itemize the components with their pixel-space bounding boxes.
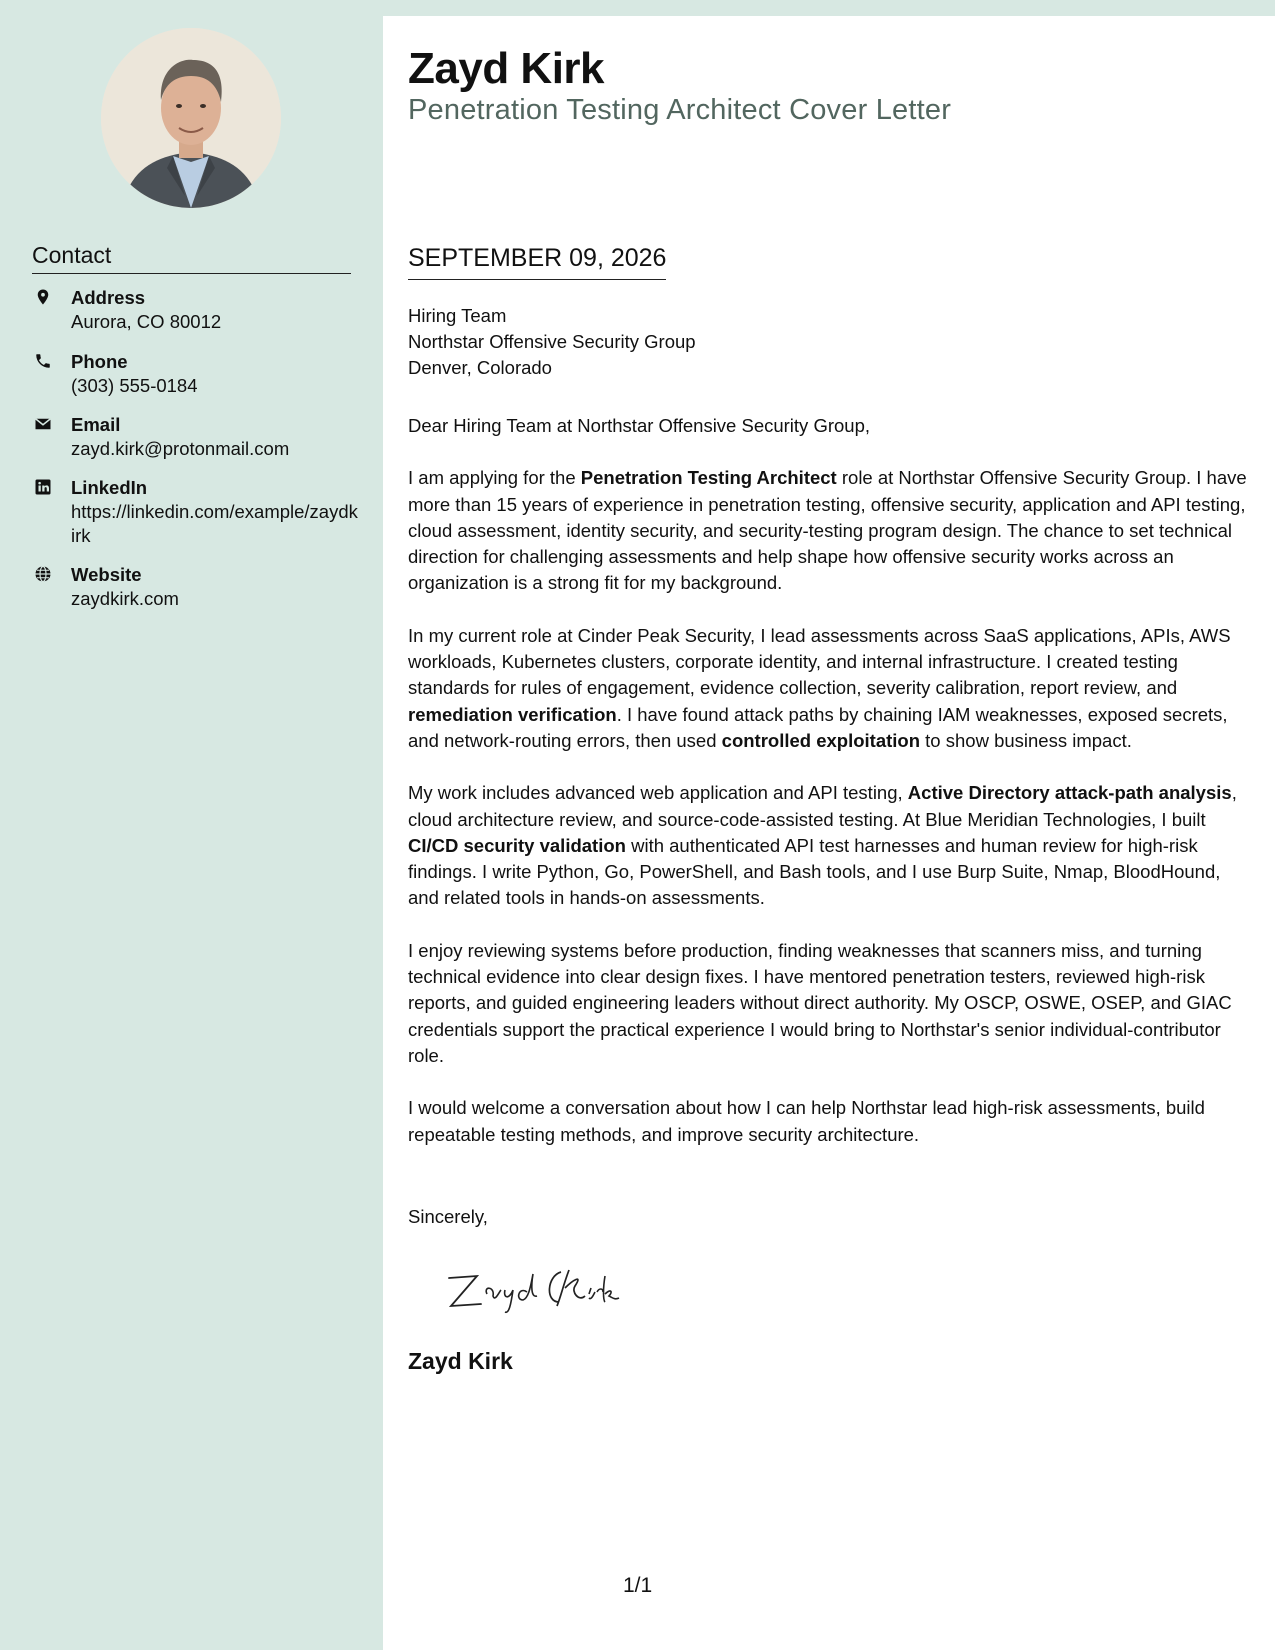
contact-label: Website	[71, 564, 142, 585]
contact-email	[32, 413, 352, 461]
paragraph-text: with authenticated API test harnesses and human review for high-risk findings. I write Python, Go, PowerShell, and Bash tools, and I use Burp Suite, Nmap, BloodHound, and related tools in hands-on assessments.	[408, 834, 1221, 909]
recipient-line: Denver, Colorado	[408, 357, 552, 378]
letter-page	[383, 16, 1275, 1650]
sidebar	[0, 0, 383, 1650]
paragraph-text: role at Northstar Offensive Security Group. I have more than 15 years of experience in penetration testing, offensive security, application and API testing, cloud assessment, identity security, and security-testing program design. The chance to set technical direction for challenging assessments and help shape how offensive security works across an organization is a strong fit for my background.	[408, 467, 1247, 594]
closing: Sincerely,	[408, 1206, 488, 1227]
letter-paragraph	[408, 1095, 1248, 1148]
paragraph-text: I am applying for the	[408, 467, 581, 489]
paragraph-text: In my current role at Cinder Peak Security, I lead assessments across SaaS applications, APIs, AWS workloads, Kubernetes clusters, corporate identity, and internal infrastructure. I created testing standards for rules of engagement, evidence collection, severity calibration, report review, and	[408, 624, 1231, 699]
signer-name: Zayd Kirk	[408, 1348, 513, 1374]
email-value[interactable]: zayd.kirk@protonmail.com	[71, 438, 290, 459]
paragraph-text: , cloud architecture review, and source-code-assisted testing. At Blue Meridian Technologies, I built	[408, 782, 1237, 830]
paragraph-text: I enjoy reviewing systems before production, finding weaknesses that scanners miss, and turning technical evidence into clear design fixes. I have mentored penetration testers, reviewed high-risk reports, and guided engineering leaders without direct authority. My OSCP, OSWE, OSEP, and GIAC credentials support the practical experience I would bring to Northstar's senior individual-contributor role.	[408, 939, 1232, 1066]
letter-paragraph	[408, 623, 1248, 754]
paragraph-text: to show business impact.	[920, 729, 1132, 751]
contact-label: Address	[71, 287, 146, 308]
emphasis-text: Penetration Testing Architect	[580, 467, 837, 489]
contact-label: Email	[71, 414, 121, 435]
contact-website	[32, 563, 352, 611]
letter-paragraph	[408, 938, 1248, 1069]
linkedin-icon	[34, 478, 52, 496]
linkedin-value[interactable]: https://linkedin.com/example/zaydkirk	[71, 501, 358, 546]
emphasis-text: Active Directory attack-path analysis	[907, 782, 1232, 804]
phone-icon	[34, 352, 52, 370]
paragraph-text: My work includes advanced web application and API testing,	[408, 782, 908, 804]
letter-paragraph	[408, 780, 1248, 911]
recipient-line: Northstar Offensive Security Group	[408, 331, 696, 352]
handwritten-signature	[443, 1256, 643, 1316]
profile-photo	[101, 28, 281, 208]
emphasis-text: remediation verification	[408, 703, 617, 725]
salutation: Dear Hiring Team at Northstar Offensive Security Group,	[408, 415, 871, 436]
address-value: Aurora, CO 80012	[71, 311, 222, 332]
contact-label: LinkedIn	[71, 477, 148, 498]
letter-body	[408, 413, 1248, 1174]
candidate-name: Zayd Kirk	[408, 44, 605, 93]
contact-linkedin	[32, 476, 358, 548]
contact-address	[32, 286, 352, 334]
contact-heading: Contact	[32, 242, 351, 274]
paragraph-text: . I have found attack paths by chaining IAM weaknesses, exposed secrets, and network-routing errors, then used	[408, 703, 1228, 751]
letter-date: SEPTEMBER 09, 2026	[408, 244, 666, 280]
contact-label: Phone	[71, 351, 128, 372]
document-subtitle: Penetration Testing Architect Cover Letter	[408, 94, 952, 126]
emphasis-text: CI/CD security validation	[408, 834, 626, 856]
letter-paragraphs	[408, 465, 1248, 1148]
paragraph-text: I would welcome a conversation about how I can help Northstar lead high-risk assessments, build repeatable testing methods, and improve security architecture.	[408, 1097, 1205, 1145]
contact-phone	[32, 350, 352, 398]
phone-value[interactable]: (303) 555-0184	[71, 375, 198, 396]
emphasis-text: controlled exploitation	[721, 729, 921, 751]
recipient-block	[408, 303, 696, 381]
recipient-line: Hiring Team	[408, 305, 507, 326]
page-number: 1/1	[623, 1574, 653, 1597]
map-pin-icon	[34, 288, 52, 306]
letter-paragraph	[408, 465, 1248, 596]
website-value[interactable]: zaydkirk.com	[71, 588, 179, 609]
globe-icon	[34, 565, 52, 583]
envelope-icon	[34, 415, 52, 433]
